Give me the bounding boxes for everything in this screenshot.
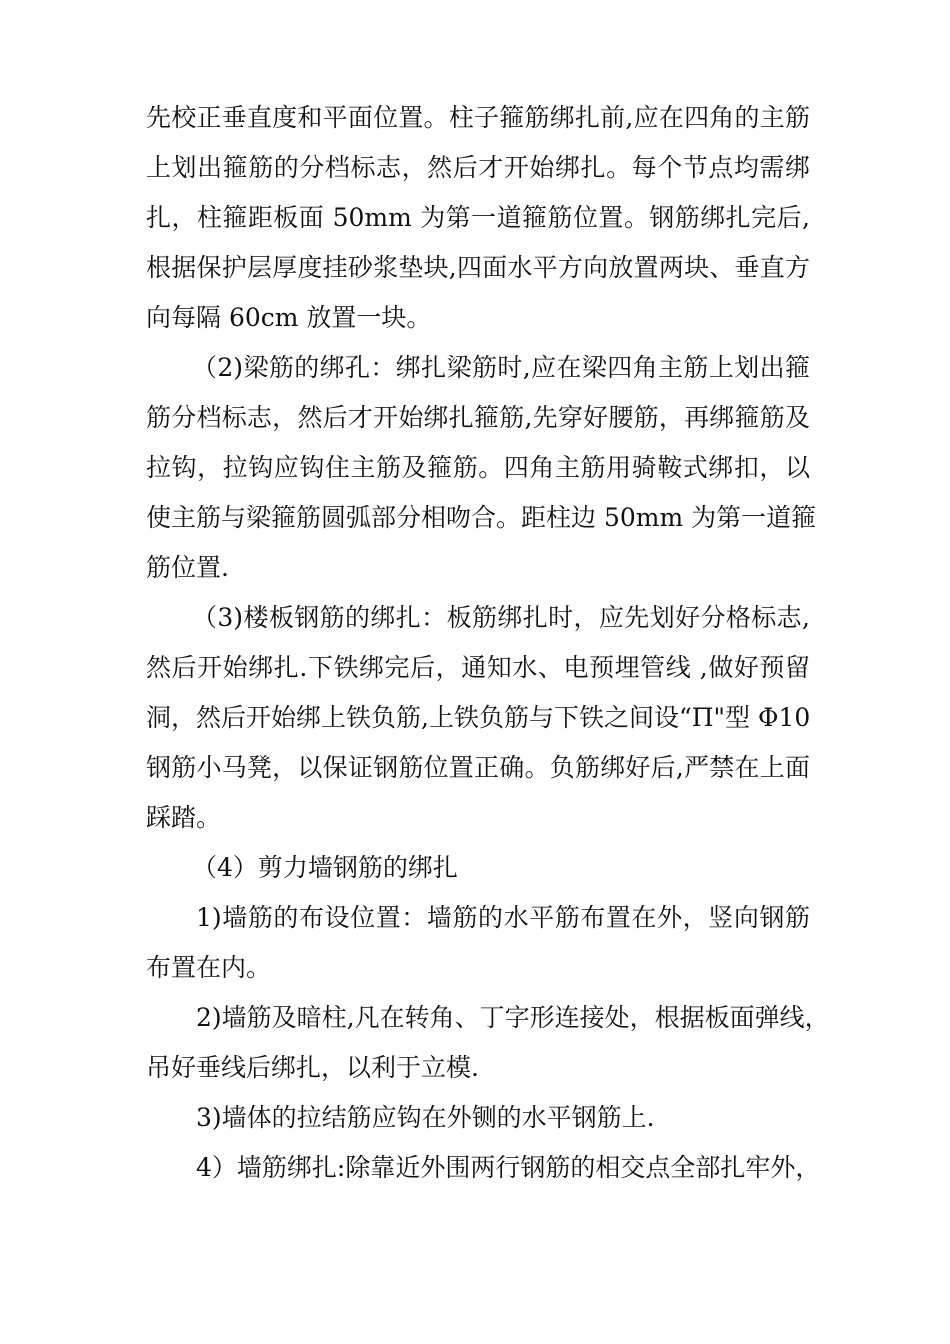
text-line: 扎，柱箍距板面 50mm 为第一道箍筋位置。钢筋绑扎完后,: [146, 203, 810, 232]
paragraph-first-line: 1)墙筋的布设位置：墙筋的水平筋布置在外，竖向钢筋: [196, 903, 810, 932]
text-line: 使主筋与梁箍筋圆弧部分相吻合。距柱边 50mm 为第一道箍: [146, 503, 817, 532]
paragraph-first-line: 4）墙筋绑扎:除靠近外围两行钢筋的相交点全部扎牢外，: [196, 1153, 821, 1182]
section-heading: （4）剪力墙钢筋的绑扎: [192, 853, 458, 882]
text-line: 拉钩，拉钩应钩住主筋及箍筋。四角主筋用骑鞍式绑扣，以: [146, 453, 810, 482]
paragraph-first-line: 3)墙体的拉结筋应钩在外铡的水平钢筋上.: [196, 1103, 655, 1132]
text-line: 筋分档标志，然后才开始绑扎箍筋,先穿好腰筋，再绑箍筋及: [146, 403, 810, 432]
text-line: 上划出箍筋的分档标志，然后才开始绑扎。每个节点均需绑: [146, 153, 810, 182]
text-line: 然后开始绑扎.下铁绑完后，通知水、电预埋管线 ,做好预留: [146, 653, 810, 682]
text-line: 筋位置.: [146, 553, 229, 582]
paragraph-first-line: （2)梁筋的绑孔：绑扎梁筋时,应在梁四角主筋上划出箍: [192, 353, 810, 382]
text-line: 踩踏。: [146, 803, 222, 832]
text-line: 根据保护层厚度挂砂浆垫块,四面水平方向放置两块、垂直方: [146, 253, 810, 282]
text-line: 洞，然后开始绑上铁负筋,上铁负筋与下铁之间设“Π"型 Φ10: [146, 703, 811, 732]
paragraph-first-line: 2)墙筋及暗柱,凡在转角、丁字形连接处，根据板面弹线，: [196, 1003, 830, 1032]
text-line: 向每隔 60cm 放置一块。: [146, 303, 432, 332]
text-line: 钢筋小马凳，以保证钢筋位置正确。负筋绑好后,严禁在上面: [146, 753, 810, 782]
paragraph-first-line: （3)楼板钢筋的绑扎：板筋绑扎时，应先划好分格标志,: [192, 603, 810, 632]
text-line: 布置在内。: [146, 953, 272, 982]
text-line: 吊好垂线后绑扎，以利于立模.: [146, 1053, 479, 1082]
text-line: 先校正垂直度和平面位置。柱子箍筋绑扎前,应在四角的主筋: [146, 103, 810, 132]
